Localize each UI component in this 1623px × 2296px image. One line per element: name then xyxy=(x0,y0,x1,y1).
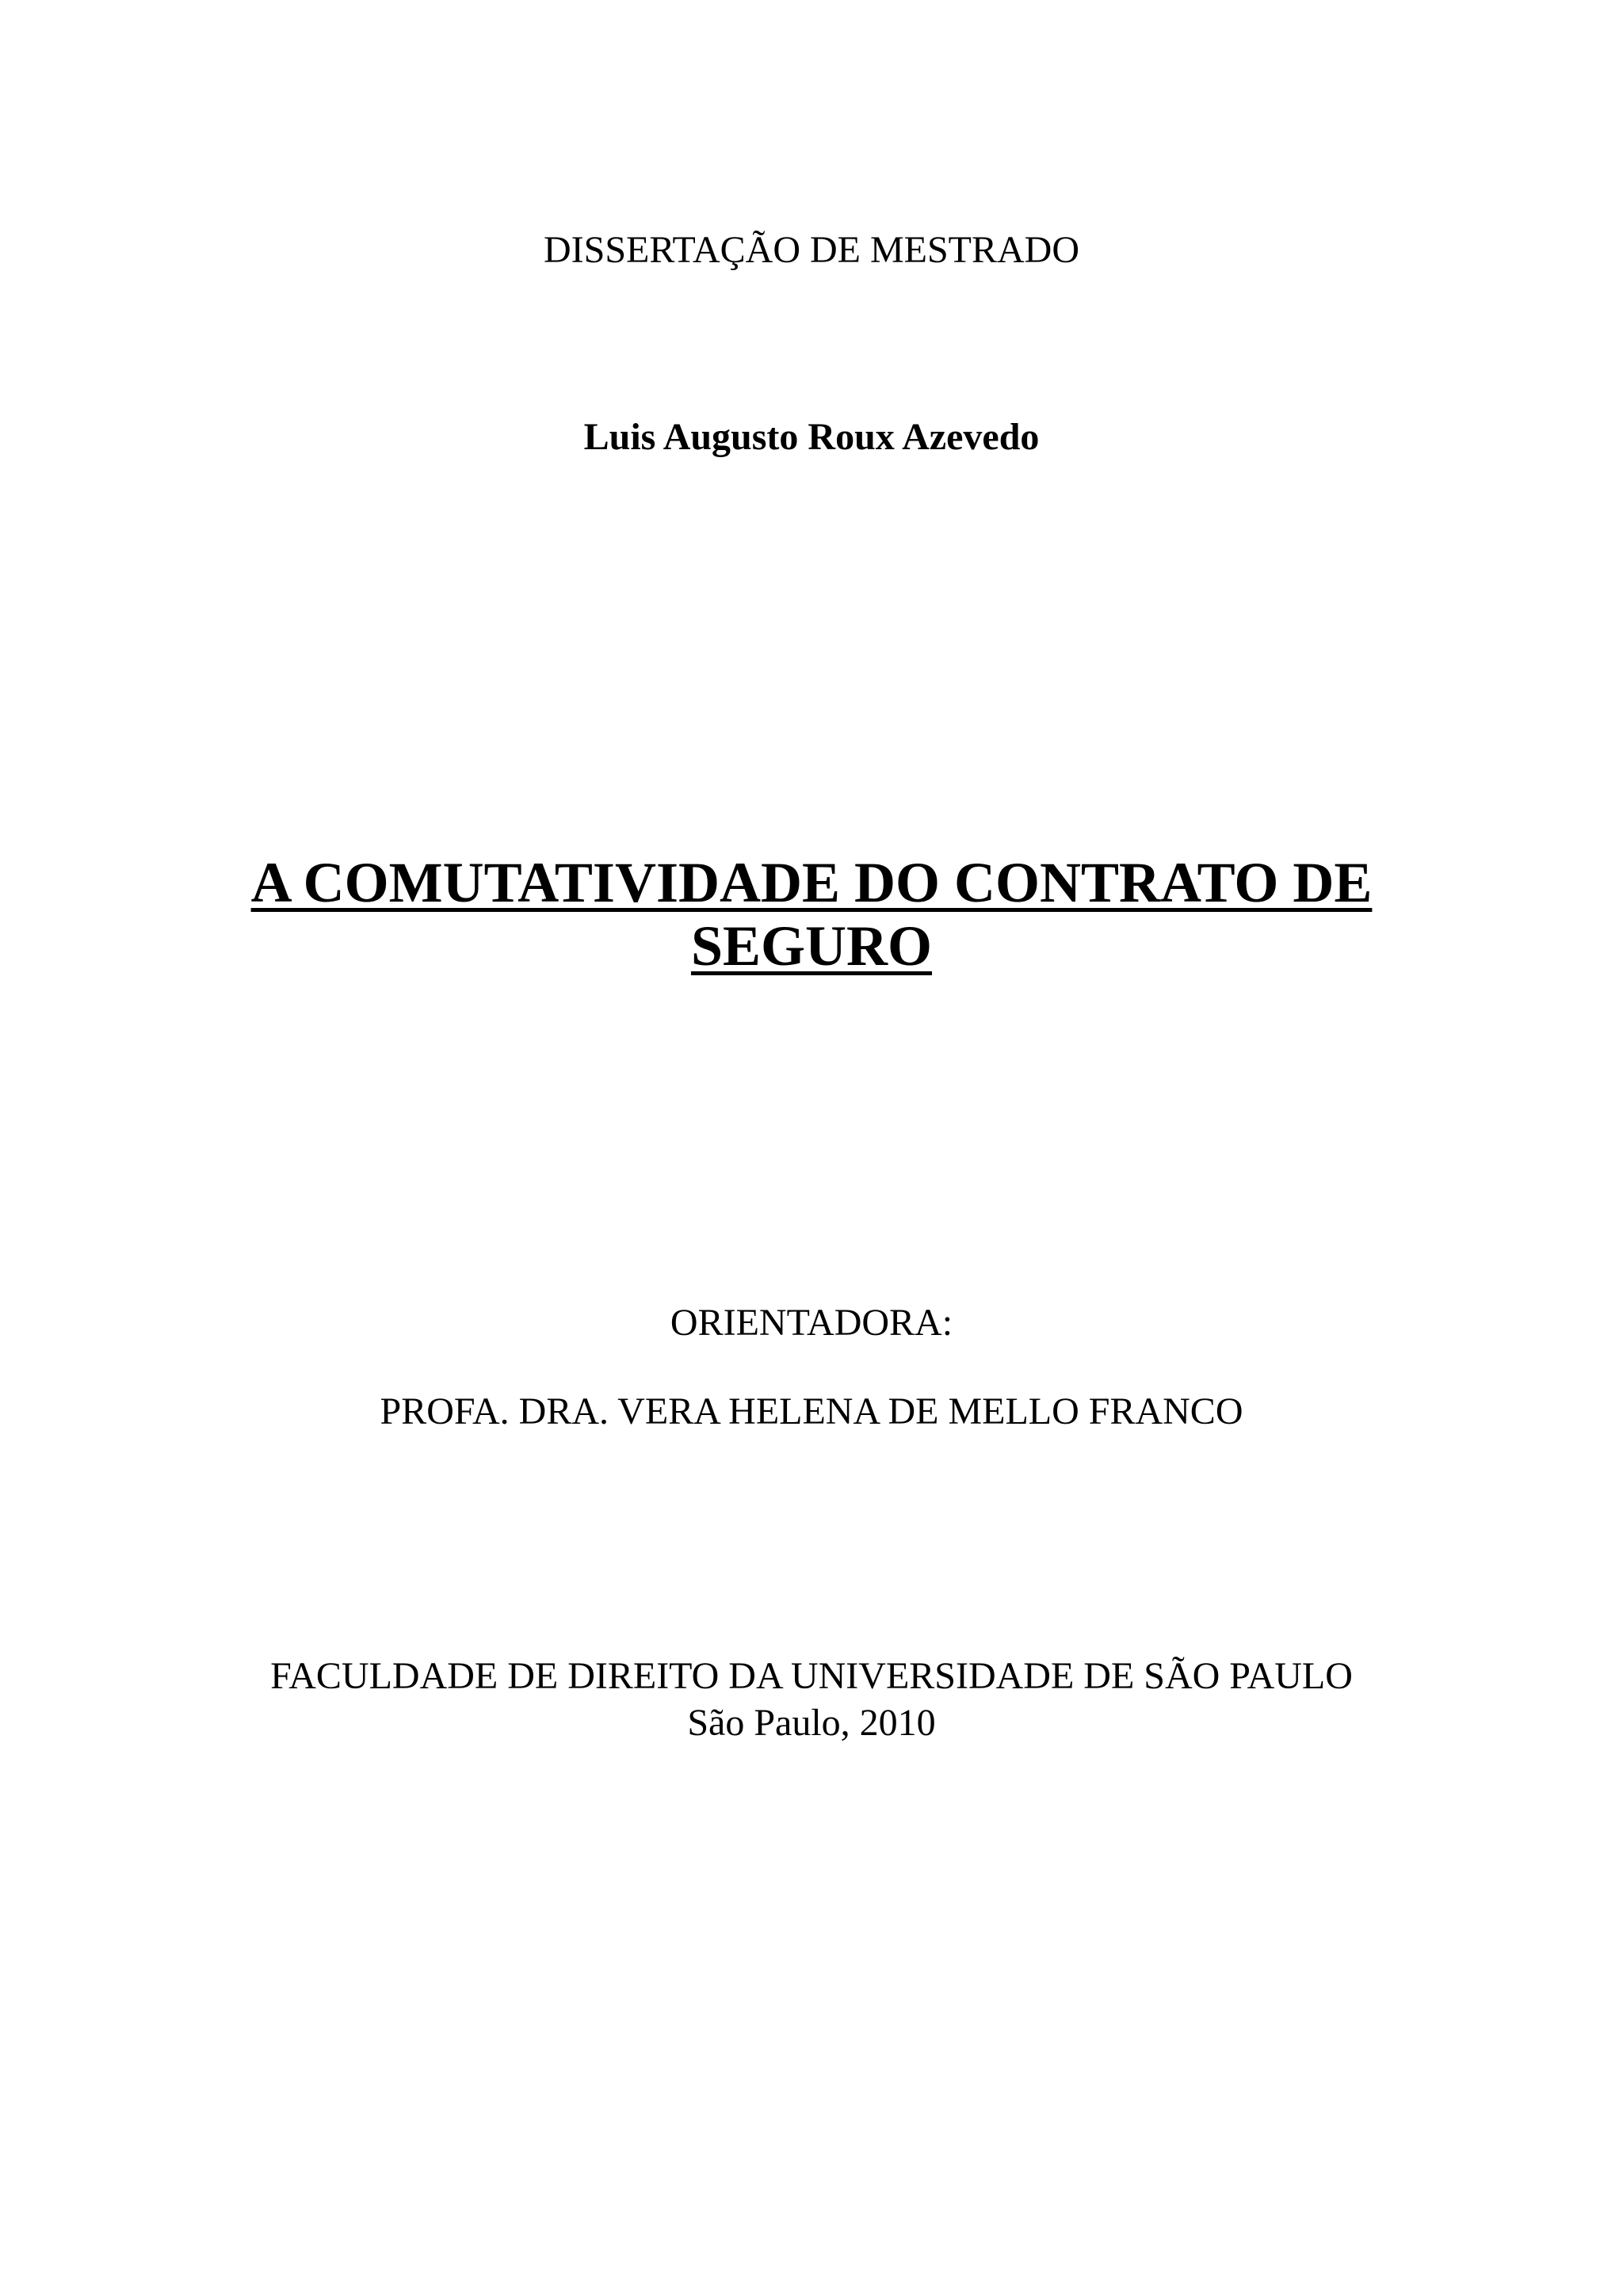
advisor-name: PROFA. DRA. VERA HELENA DE MELLO FRANCO xyxy=(380,1390,1243,1432)
title-line: SEGURO xyxy=(690,914,933,978)
advisor-label: ORIENTADORA: xyxy=(670,1302,953,1344)
institution-name: FACULDADE DE DIREITO DA UNIVERSIDADE DE SÃO PAULO xyxy=(270,1655,1353,1697)
author-name: Luis Augusto Roux Azevedo xyxy=(583,416,1040,458)
place-and-year: São Paulo, 2010 xyxy=(687,1702,936,1744)
title-line: A COMUTATIVIDADE DO CONTRATO DE xyxy=(250,851,1373,914)
document-type: DISSERTAÇÃO DE MESTRADO xyxy=(544,229,1079,271)
